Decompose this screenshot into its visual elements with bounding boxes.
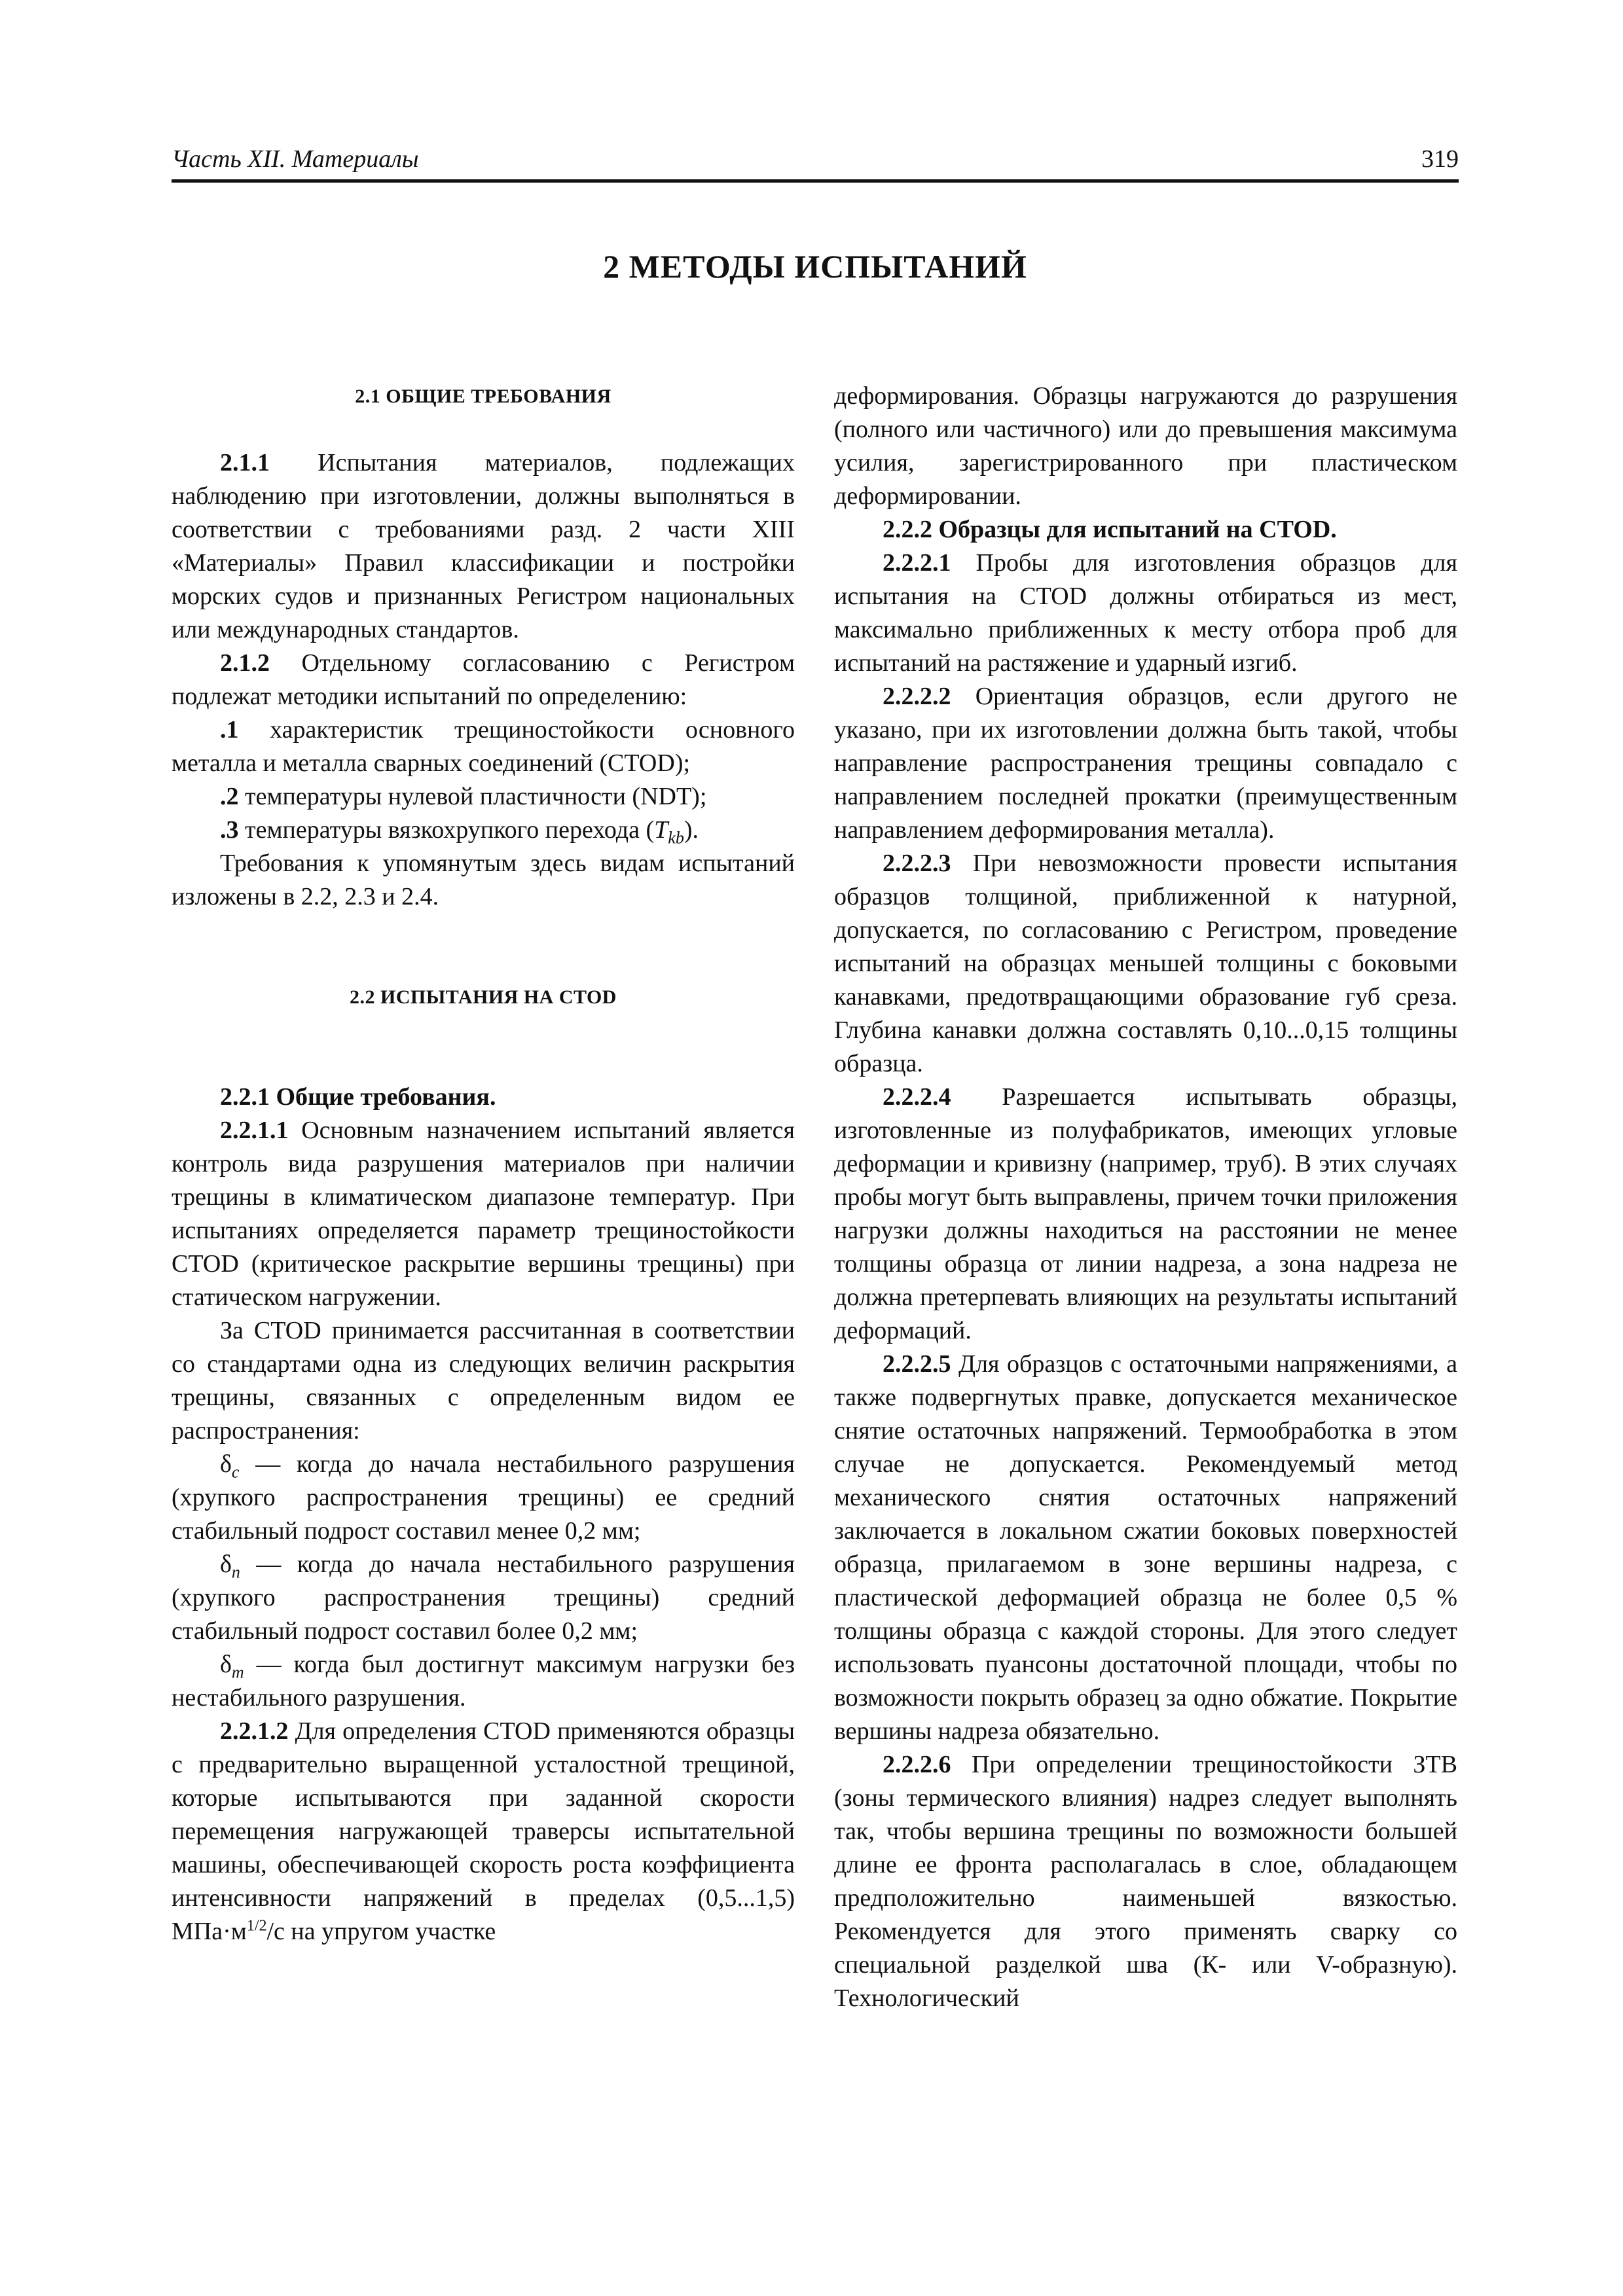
- list-item-3: .3 температуры вязкохрупкого перехода $(T_{kb})$.: [220, 816, 699, 848]
- section-2-1-heading: 2.1 ОБЩИЕ ТРЕБОВАНИЯ: [355, 386, 611, 407]
- subsection-2-2-1-heading: 2.2.1 Общие требования.: [220, 1083, 496, 1111]
- right-column: [834, 380, 1457, 2015]
- requirements-note: Требования к упомянутым здесь видам испытаний изложены в 2.2, 2.3 и 2.4.: [172, 850, 795, 910]
- paragraph-delta-n: $\delta_n$ — когда до начала нестабильного разрушения (хрупкого распространения трещины) средний стабильный подрост составил более 0,2 мм;: [172, 1551, 795, 1645]
- paragraph-2-2-2-1: 2.2.2.1 Пробы для изготовления образцов для испытания на CTOD должны отбираться из мест, максимально приближенных к месту отбора проб для испытаний на растяжение и ударный изгиб.: [834, 549, 1457, 677]
- paragraph-2-2-2-3: 2.2.2.3 При невозможности провести испытания образцов толщиной, приближенной к натурной, допускается, по согласованию с Регистром, проведение испытаний на образцах меньшей толщины с боковыми канавками, предотвращающими образование губ среза. Глубина канавки должна составлять 0,10...0,15 толщины образца.: [834, 850, 1457, 1077]
- paragraph-2-2-2-5: 2.2.2.5 Для образцов с остаточными напряжениями, а также подвергнутых правке, допускается механическое снятие остаточных напряжений. Термообработка в этом случае не допускается. Рекомендуемый метод механического снятия остаточных напряжений заключается в локальном сжатии боковых поверхностей образца, прилагаемом в зоне вершины надреза, с пластической деформацией образца не более 0,5 % толщины образца с каждой стороны. Для этого следует использовать пуансоны достаточной площади, чтобы по возможности покрыть образец за одно обжатие. Покрытие вершины надреза обязательно.: [834, 1350, 1457, 1745]
- paragraph-2-2-2-2: 2.2.2.2 Ориентация образцов, если другого не указано, при их изготовлении должна быть такой, чтобы направление распространения трещины совпадало с направлением последней прокатки (преимущественным направлением деформирования металла).: [834, 683, 1457, 844]
- chapter-title: 2 МЕТОДЫ ИСПЫТАНИЙ: [603, 248, 1027, 285]
- section-2-2-heading: 2.2 ИСПЫТАНИЯ НА CTOD: [350, 986, 617, 1008]
- paragraph-2-1-1: 2.1.1 Испытания материалов, подлежащих наблюдению при изготовлении, должны выполняться в соответствии с требованиями разд. 2 части XIII «Материалы» Правил классификации и постройки морских судов и признанных Регистром национальных или международных стандартов.: [172, 449, 795, 643]
- part-title: Часть XII. Материалы: [172, 145, 419, 173]
- list-item-1: .1 характеристик трещиностойкости основного металла и металла сварных соединений (CTOD);: [172, 716, 795, 777]
- running-header: [172, 139, 1459, 183]
- paragraph-delta-m: $\delta_m$ — когда был достигнут максимум нагрузки без нестабильного разрушения.: [172, 1651, 795, 1712]
- paragraph-2-2-2-6: 2.2.2.6 При определении трещиностойкости ЗТВ (зоны термического влияния) надрез следует выполнять так, чтобы вершина трещины по возможности большей длине ее фронта располагалась в слое, обладающем предположительно наименьшей вязкостью. Рекомендуется для этого применять сварку со специальной разделкой шва (К- или V-образную). Технологический: [834, 1751, 1457, 2012]
- list-item-2: .2 температуры нулевой пластичности (NDT);: [220, 783, 707, 810]
- left-column: [172, 380, 795, 1948]
- page-number: 319: [1421, 145, 1459, 173]
- paragraph-2-2-1-1: 2.2.1.1 Основным назначением испытаний является контроль вида разрушения материалов при наличии трещины в климатическом диапазоне температур. При испытаниях определяется параметр трещиностойкости CTOD (критическое раскрытие вершины трещины) при статическом нагружении.: [172, 1117, 795, 1311]
- subsection-2-2-2-heading: 2.2.2 Образцы для испытаний на CTOD.: [883, 516, 1337, 543]
- paragraph-ctod-definition: За CTOD принимается рассчитанная в соответствии со стандартами одна из следующих величин раскрытия трещины, связанных с определенным видом ее распространения:: [172, 1317, 795, 1444]
- paragraph-2-2-2-4: 2.2.2.4 Разрешается испытывать образцы, изготовленные из полуфабрикатов, имеющих угловые деформации и кривизну (например, труб). В этих случаях пробы могут быть выправлены, причем точки приложения нагрузки должны находиться на расстоянии не менее толщины образца от линии надреза, а зона надреза не должна претерпевать влияющих на результаты испытаний деформаций.: [834, 1083, 1457, 1344]
- paragraph-2-1-2: 2.1.2 Отдельному согласованию с Регистром подлежат методики испытаний по определению:: [172, 649, 795, 710]
- paragraph-continuation: деформирования. Образцы нагружаются до разрушения (полного или частичного) или до превышения максимума усилия, зарегистрированного при пластическом деформировании.: [834, 382, 1457, 510]
- paragraph-delta-c: $\delta_c$ — когда до начала нестабильного разрушения (хрупкого распространения трещины) ее средний стабильный подрост составил менее 0,2 мм;: [172, 1450, 795, 1545]
- paragraph-2-2-1-2: 2.2.1.2 Для определения CTOD применяются образцы с предварительно выращенной усталостной трещиной, которые испытываются при заданной скорости перемещения нагружающей траверсы испытательной машины, обеспечивающей скорость роста коэффициента интенсивности напряжений в пределах (0,5...1,5) $МПа\cdot м^{1/2}/с$ на упругом участке: [172, 1717, 795, 1945]
